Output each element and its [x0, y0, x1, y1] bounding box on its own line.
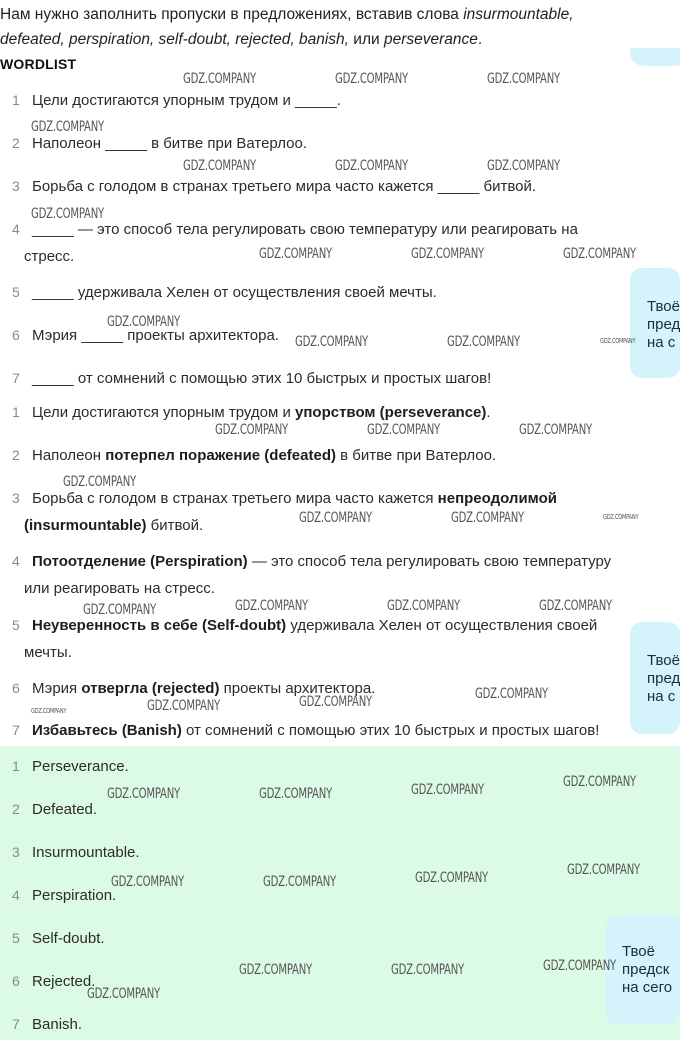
watermark: GDZ.COMPANY	[299, 694, 373, 710]
promo-text: на с	[647, 688, 676, 705]
watermark: GDZ.COMPANY	[387, 598, 461, 614]
answer-highlight: упорством (perseverance)	[295, 404, 487, 421]
item-text: Мэрия _____ проекты архитектора.	[32, 327, 279, 344]
item-number: 2	[12, 135, 20, 151]
watermark: GDZ.COMPANY	[335, 158, 409, 174]
intro-text	[0, 2, 640, 52]
answer-highlight: Неуверенность в себе (Self-doubt)	[32, 617, 287, 634]
item-number: 1	[12, 758, 20, 774]
watermark: GDZ.COMPANY	[107, 786, 181, 802]
watermark: GDZ.COMPANY	[519, 422, 593, 438]
answer-highlight: непреодолимой	[437, 490, 557, 507]
filled-item	[12, 716, 658, 745]
item-text: _____ от сомнений с помощью этих 10 быстрых и простых шагов!	[32, 370, 492, 387]
filled-text: проекты архитектора.	[219, 680, 376, 697]
item-text: Борьба с голодом в странах третьего мира часто кажется _____ битвой.	[32, 178, 537, 195]
item-number: 6	[12, 973, 20, 989]
watermark: GDZ.COMPANY	[391, 962, 465, 978]
intro-lead: Нам нужно заполнить пропуски в предложениях, вставив слова	[0, 6, 464, 23]
filled-item-continuation: мечты.	[24, 644, 72, 661]
watermark: GDZ.COMPANY	[475, 686, 549, 702]
promo-card-top[interactable]	[630, 48, 680, 66]
watermark: GDZ.COMPANY	[415, 870, 489, 886]
watermark: GDZ.COMPANY	[147, 698, 221, 714]
promo-card[interactable]	[630, 268, 680, 378]
answer-item	[12, 754, 129, 779]
item-number: 5	[12, 930, 20, 946]
item-number: 6	[12, 680, 20, 696]
item-text: Цели достигаются упорным трудом и _____.	[32, 92, 341, 109]
item-number: 2	[12, 447, 20, 463]
item-number: 5	[12, 284, 20, 300]
watermark: GDZ.COMPANY	[451, 510, 525, 526]
answer-highlight: отвергла (rejected)	[81, 680, 220, 697]
watermark: GDZ.COMPANY	[83, 602, 157, 618]
task-item-continuation: стресс.	[24, 248, 75, 265]
watermark: GDZ.COMPANY	[567, 862, 641, 878]
watermark: GDZ.COMPANY	[367, 422, 441, 438]
watermark: GDZ.COMPANY	[87, 986, 161, 1002]
watermark: GDZ.COMPANY	[31, 206, 105, 222]
item-number: 3	[12, 844, 20, 860]
watermark: GDZ.COMPANY	[411, 782, 485, 798]
watermark: GDZ.COMPANY	[111, 874, 185, 890]
watermark: GDZ.COMPANY	[563, 246, 637, 262]
filled-text: .	[486, 404, 491, 421]
watermark: GDZ.COMPANY	[215, 422, 289, 438]
task-item	[12, 278, 622, 307]
task-item	[12, 364, 622, 393]
filled-item	[12, 441, 658, 470]
item-number: 7	[12, 370, 20, 386]
answer-highlight: (insurmountable)	[24, 517, 147, 534]
item-number: 7	[12, 1016, 20, 1032]
item-number: 4	[12, 887, 20, 903]
filled-item-continuation	[24, 512, 203, 540]
item-number: 2	[12, 801, 20, 817]
watermark: GDZ.COMPANY	[539, 598, 613, 614]
watermark: GDZ.COMPANY	[487, 71, 561, 87]
watermark: GDZ.COMPANY	[487, 158, 561, 174]
watermark: GDZ.COMPANY	[299, 510, 373, 526]
answer-text: Self-doubt.	[32, 930, 105, 947]
watermark: GDZ.COMPANY	[107, 314, 181, 330]
task-item	[12, 86, 622, 115]
item-text: _____ удерживала Хелен от осуществления своей мечты.	[32, 284, 437, 301]
answer-text: Banish.	[32, 1016, 83, 1033]
item-text: Наполеон _____ в битве при Ватерлоо.	[32, 135, 308, 152]
filled-text: — это способ тела регулировать свою температуру	[247, 553, 612, 570]
watermark: GDZ.COMPANY	[235, 598, 309, 614]
promo-text: пред	[647, 670, 680, 687]
answer-item	[12, 1012, 82, 1037]
answer-highlight: Избавьтесь (Banish)	[32, 722, 182, 739]
watermark: GDZ.COMPANY	[183, 158, 257, 174]
answer-text: Defeated.	[32, 801, 98, 818]
wordlist-heading: WORDLIST	[0, 56, 77, 72]
promo-text: Твоё	[647, 298, 680, 315]
answer-item	[12, 969, 95, 994]
answer-highlight: Потоотделение (Perspiration)	[32, 553, 248, 570]
filled-text: Борьба с голодом в странах третьего мира часто кажется	[32, 490, 438, 507]
item-number: 4	[12, 553, 20, 569]
promo-text: на с	[647, 334, 676, 351]
filled-text: битвой.	[146, 517, 204, 534]
watermark: GDZ.COMPANY	[183, 71, 257, 87]
watermark: GDZ.COMPANY	[31, 707, 67, 715]
answer-item	[12, 926, 105, 951]
watermark: GDZ.COMPANY	[263, 874, 337, 890]
filled-text: удерживала Хелен от осуществления своей	[286, 617, 598, 634]
answer-text: Perseverance.	[32, 758, 129, 775]
item-text: _____ — это способ тела регулировать свою температуру или реагировать на	[32, 221, 578, 238]
watermark: GDZ.COMPANY	[31, 119, 105, 135]
item-number: 7	[12, 722, 20, 738]
watermark: GDZ.COMPANY	[447, 334, 521, 350]
watermark: GDZ.COMPANY	[259, 786, 333, 802]
filled-text: Наполеон	[32, 447, 106, 464]
watermark: GDZ.COMPANY	[563, 774, 637, 790]
promo-text: пред	[647, 316, 680, 333]
intro-words: insurmountable, defeated, perspiration, self-doubt, rejected, banish,	[0, 6, 574, 48]
promo-text: Твоё	[647, 652, 680, 669]
watermark: GDZ.COMPANY	[239, 962, 313, 978]
watermark: GDZ.COMPANY	[603, 513, 639, 521]
item-number: 5	[12, 617, 20, 633]
item-number: 1	[12, 404, 20, 420]
intro-last-word: perseverance	[383, 31, 478, 48]
answer-item	[12, 840, 140, 865]
watermark: GDZ.COMPANY	[259, 246, 333, 262]
item-number: 1	[12, 92, 20, 108]
filled-text: в битве при Ватерлоо.	[335, 447, 497, 464]
promo-card[interactable]	[606, 915, 680, 1025]
promo-text: на сего	[622, 979, 673, 996]
watermark: GDZ.COMPANY	[543, 958, 617, 974]
filled-item-continuation: или реагировать на стресс.	[24, 580, 215, 597]
answer-text: Rejected.	[32, 973, 96, 990]
item-number: 3	[12, 178, 20, 194]
answer-highlight: потерпел поражение (defeated)	[105, 447, 336, 464]
intro-dot: .	[477, 31, 483, 48]
watermark: GDZ.COMPANY	[63, 474, 137, 490]
answer-item	[12, 883, 116, 908]
watermark: GDZ.COMPANY	[335, 71, 409, 87]
promo-text: предск	[622, 961, 670, 978]
filled-text: от сомнений с помощью этих 10 быстрых и простых шагов!	[181, 722, 600, 739]
answer-text: Insurmountable.	[32, 844, 140, 861]
intro-or: или	[348, 31, 384, 48]
answer-item	[12, 797, 97, 822]
item-number: 6	[12, 327, 20, 343]
filled-item	[12, 547, 658, 576]
watermark: GDZ.COMPANY	[295, 334, 369, 350]
watermark: GDZ.COMPANY	[411, 246, 485, 262]
promo-card[interactable]	[630, 622, 680, 734]
answer-text: Perspiration.	[32, 887, 117, 904]
item-number: 3	[12, 490, 20, 506]
filled-text: Мэрия	[32, 680, 82, 697]
item-number: 4	[12, 221, 20, 237]
filled-text: Цели достигаются упорным трудом и	[32, 404, 295, 421]
promo-text: Твоё	[622, 943, 655, 960]
task-item	[12, 172, 622, 201]
watermark: GDZ.COMPANY	[600, 337, 636, 345]
